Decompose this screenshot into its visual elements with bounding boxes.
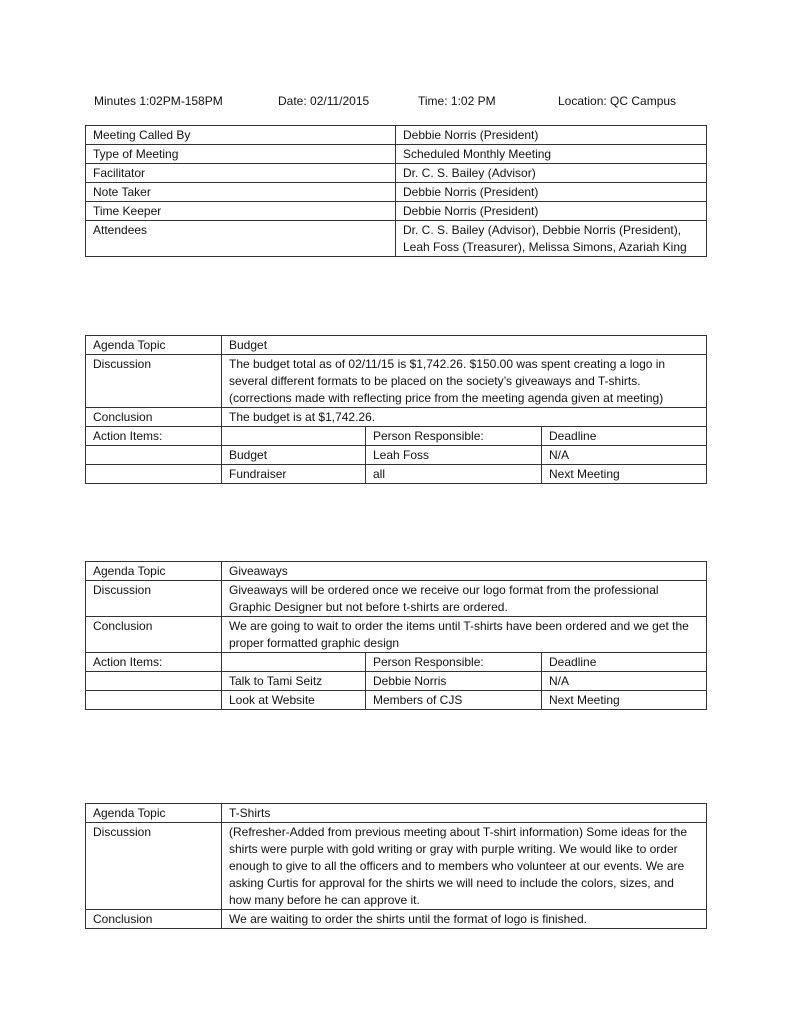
table-row — [86, 672, 707, 691]
person-responsible-header: Person Responsible: — [366, 653, 542, 672]
giveaways-agenda-table — [85, 561, 707, 710]
table-row — [86, 804, 707, 823]
action-items-label: Action Items: — [86, 427, 222, 446]
table-row — [86, 465, 707, 484]
empty-cell — [86, 672, 222, 691]
discussion-label: Discussion — [86, 823, 222, 910]
tshirts-agenda-table — [85, 803, 707, 929]
discussion-label: Discussion — [86, 581, 222, 617]
conclusion-text: We are going to wait to order the items until T-shirts have been ordered and we get the proper formatted graphic design — [222, 617, 707, 653]
empty-cell — [86, 691, 222, 710]
table-row — [86, 617, 707, 653]
action-deadline: Next Meeting — [542, 465, 707, 484]
table-row — [86, 691, 707, 710]
table-row — [86, 562, 707, 581]
conclusion-label: Conclusion — [86, 617, 222, 653]
facilitator-value: Dr. C. S. Bailey (Advisor) — [396, 164, 707, 183]
action-item: Talk to Tami Seitz — [222, 672, 366, 691]
action-item: Fundraiser — [222, 465, 366, 484]
action-deadline: Next Meeting — [542, 691, 707, 710]
meeting-called-by-label: Meeting Called By — [86, 126, 396, 145]
action-item-header — [222, 427, 366, 446]
table-row — [86, 653, 707, 672]
table-row — [86, 427, 707, 446]
meeting-type-label: Type of Meeting — [86, 145, 396, 164]
minutes-header — [94, 93, 714, 111]
agenda-topic-value: T-Shirts — [222, 804, 707, 823]
note-taker-value: Debbie Norris (President) — [396, 183, 707, 202]
discussion-text: The budget total as of 02/11/15 is $1,742.26. $150.00 was spent creating a logo in several different formats to be placed on the society’s giveaways and T-shirts. (corrections made with reflecting price from the meeting agenda given at meeting) — [222, 355, 707, 408]
table-row — [86, 145, 707, 164]
empty-cell — [86, 465, 222, 484]
deadline-header: Deadline — [542, 427, 707, 446]
action-deadline: N/A — [542, 672, 707, 691]
person-responsible-header: Person Responsible: — [366, 427, 542, 446]
action-items-label: Action Items: — [86, 653, 222, 672]
meeting-time: Time: 1:02 PM — [418, 94, 496, 108]
table-row — [86, 823, 707, 910]
time-keeper-value: Debbie Norris (President) — [396, 202, 707, 221]
note-taker-label: Note Taker — [86, 183, 396, 202]
meeting-called-by-value: Debbie Norris (President) — [396, 126, 707, 145]
minutes-time-range: Minutes 1:02PM-158PM — [94, 94, 223, 108]
table-row — [86, 126, 707, 145]
empty-cell — [86, 446, 222, 465]
table-row — [86, 221, 707, 257]
agenda-topic-value: Giveaways — [222, 562, 707, 581]
time-keeper-label: Time Keeper — [86, 202, 396, 221]
action-person: Debbie Norris — [366, 672, 542, 691]
meeting-location: Location: QC Campus — [558, 94, 677, 108]
table-row — [86, 581, 707, 617]
action-item: Budget — [222, 446, 366, 465]
table-row — [86, 408, 707, 427]
action-person: Members of CJS — [366, 691, 542, 710]
conclusion-text: The budget is at $1,742.26. — [222, 408, 707, 427]
table-row — [86, 183, 707, 202]
meeting-date: Date: 02/11/2015 — [278, 94, 370, 108]
discussion-label: Discussion — [86, 355, 222, 408]
attendees-label: Attendees — [86, 221, 396, 257]
attendees-value: Dr. C. S. Bailey (Advisor), Debbie Norris (President), Leah Foss (Treasurer), Melissa Simons, Azariah King — [396, 221, 707, 257]
table-row — [86, 446, 707, 465]
action-item-header — [222, 653, 366, 672]
action-deadline: N/A — [542, 446, 707, 465]
discussion-text: Giveaways will be ordered once we receive our logo format from the professional Graphic Designer but not before t-shirts are ordered. — [222, 581, 707, 617]
meeting-type-value: Scheduled Monthly Meeting — [396, 145, 707, 164]
table-row — [86, 164, 707, 183]
deadline-header: Deadline — [542, 653, 707, 672]
agenda-topic-value: Budget — [222, 336, 707, 355]
table-row — [86, 355, 707, 408]
action-person: all — [366, 465, 542, 484]
facilitator-label: Facilitator — [86, 164, 396, 183]
budget-agenda-table — [85, 335, 707, 484]
conclusion-label: Conclusion — [86, 408, 222, 427]
agenda-topic-label: Agenda Topic — [86, 804, 222, 823]
conclusion-label: Conclusion — [86, 910, 222, 929]
table-row — [86, 202, 707, 221]
action-item: Look at Website — [222, 691, 366, 710]
table-row — [86, 336, 707, 355]
action-person: Leah Foss — [366, 446, 542, 465]
table-row — [86, 910, 707, 929]
agenda-topic-label: Agenda Topic — [86, 562, 222, 581]
discussion-text: (Refresher-Added from previous meeting about T-shirt information) Some ideas for the shirts were purple with gold writing or gray with purple writing. We would like to order enough to give to all the officers and to members who volunteer at our events. We are asking Curtis for approval for the shirts we will need to include the colors, sizes, and how many before he can approve it. — [222, 823, 707, 910]
conclusion-text: We are waiting to order the shirts until the format of logo is finished. — [222, 910, 707, 929]
meeting-info-table — [85, 125, 707, 257]
agenda-topic-label: Agenda Topic — [86, 336, 222, 355]
